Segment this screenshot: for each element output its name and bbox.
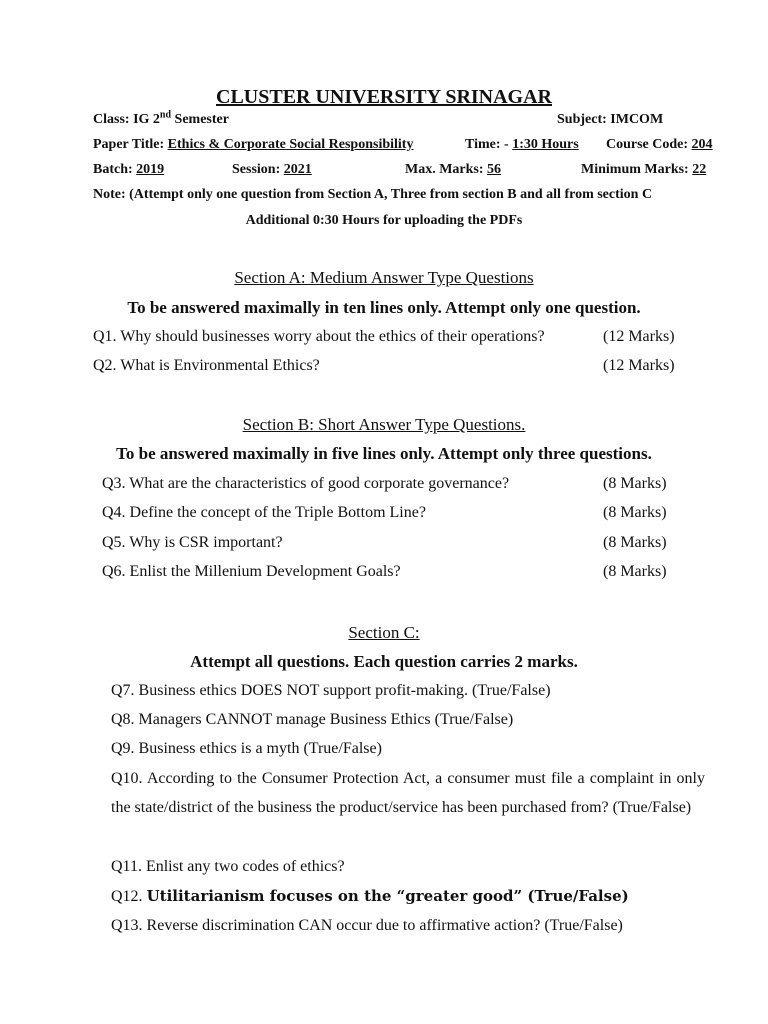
min-marks-value: 22 bbox=[692, 162, 707, 177]
section-c-title: Section C: bbox=[348, 623, 420, 642]
max-marks-value: 56 bbox=[487, 162, 502, 177]
question-q4: Q4. Define the concept of the Triple Bottom Line? bbox=[102, 504, 426, 521]
marks-q2: (12 Marks) bbox=[603, 357, 675, 374]
time-value: 1:30 Hours bbox=[512, 137, 579, 152]
question-q12-text: Utilitarianism focuses on the “greater good” (True/False) bbox=[146, 887, 629, 905]
section-c-instruction: Attempt all questions. Each question carries 2 marks. bbox=[190, 652, 578, 671]
class-line bbox=[93, 109, 229, 128]
session-value: 2021 bbox=[283, 162, 312, 177]
class-label: Class: bbox=[93, 112, 130, 127]
batch-line bbox=[93, 162, 164, 178]
section-a-title: Section A: Medium Answer Type Questions bbox=[234, 268, 534, 287]
question-q7: Q7. Business ethics DOES NOT support profit-making. (True/False) bbox=[111, 682, 551, 699]
batch-label: Batch: bbox=[93, 162, 133, 177]
section-b-instruction: To be answered maximally in five lines only. Attempt only three questions. bbox=[116, 444, 652, 463]
note-text: Note: (Attempt only one question from Section A, Three from section B and all from section C bbox=[93, 187, 653, 202]
section-a-instruction: To be answered maximally in ten lines only. Attempt only one question. bbox=[127, 298, 641, 317]
batch-value: 2019 bbox=[136, 162, 165, 177]
marks-q1: (12 Marks) bbox=[603, 328, 675, 345]
course-code-label: Course Code: bbox=[606, 137, 689, 152]
marks-q3: (8 Marks) bbox=[603, 475, 667, 492]
question-q10: Q10. According to the Consumer Protection Act, a consumer must file a complaint in only the state/district of the business the product/service has been purchased from? (True/False) bbox=[111, 770, 705, 816]
course-code-value: 204 bbox=[691, 137, 713, 152]
marks-q6: (8 Marks) bbox=[603, 563, 667, 580]
class-suffix: Semester bbox=[174, 112, 229, 127]
course-code-line bbox=[606, 137, 713, 153]
question-q8: Q8. Managers CANNOT manage Business Ethics (True/False) bbox=[111, 711, 514, 728]
question-q5: Q5. Why is CSR important? bbox=[102, 534, 283, 551]
question-q11: Q11. Enlist any two codes of ethics? bbox=[111, 858, 345, 875]
marks-q5: (8 Marks) bbox=[603, 534, 667, 551]
university-title: CLUSTER UNIVERSITY SRINAGAR bbox=[216, 86, 552, 108]
class-value: IG 2 bbox=[133, 112, 160, 127]
min-marks-line bbox=[581, 162, 706, 178]
question-q1: Q1. Why should businesses worry about the ethics of their operations? bbox=[93, 328, 545, 345]
question-q9: Q9. Business ethics is a myth (True/False) bbox=[111, 740, 382, 757]
paper-title-line bbox=[93, 137, 413, 153]
session-line bbox=[232, 162, 312, 178]
question-q6: Q6. Enlist the Millenium Development Goals? bbox=[102, 563, 401, 580]
question-q12-number: Q12. bbox=[111, 888, 143, 905]
subject-line bbox=[557, 112, 663, 128]
time-label: Time: - bbox=[465, 137, 509, 152]
class-sup: nd bbox=[159, 109, 172, 121]
paper-title-label: Paper Title: bbox=[93, 137, 165, 152]
question-q12 bbox=[111, 887, 629, 906]
max-marks-line bbox=[405, 162, 501, 178]
question-q3: Q3. What are the characteristics of good corporate governance? bbox=[102, 475, 510, 492]
subject-value: IMCOM bbox=[610, 112, 664, 127]
question-q2: Q2. What is Environmental Ethics? bbox=[93, 357, 320, 374]
time-line bbox=[465, 137, 579, 153]
session-label: Session: bbox=[232, 162, 281, 177]
additional-time-text: Additional 0:30 Hours for uploading the PDFs bbox=[245, 213, 523, 228]
paper-title-value: Ethics & Corporate Social Responsibility bbox=[167, 137, 414, 152]
marks-q4: (8 Marks) bbox=[603, 504, 667, 521]
section-b-title: Section B: Short Answer Type Questions. bbox=[242, 415, 526, 434]
min-marks-label: Minimum Marks: bbox=[581, 162, 689, 177]
max-marks-label: Max. Marks: bbox=[405, 162, 484, 177]
question-q13: Q13. Reverse discrimination CAN occur due to affirmative action? (True/False) bbox=[111, 917, 623, 934]
subject-label: Subject: bbox=[557, 112, 607, 127]
